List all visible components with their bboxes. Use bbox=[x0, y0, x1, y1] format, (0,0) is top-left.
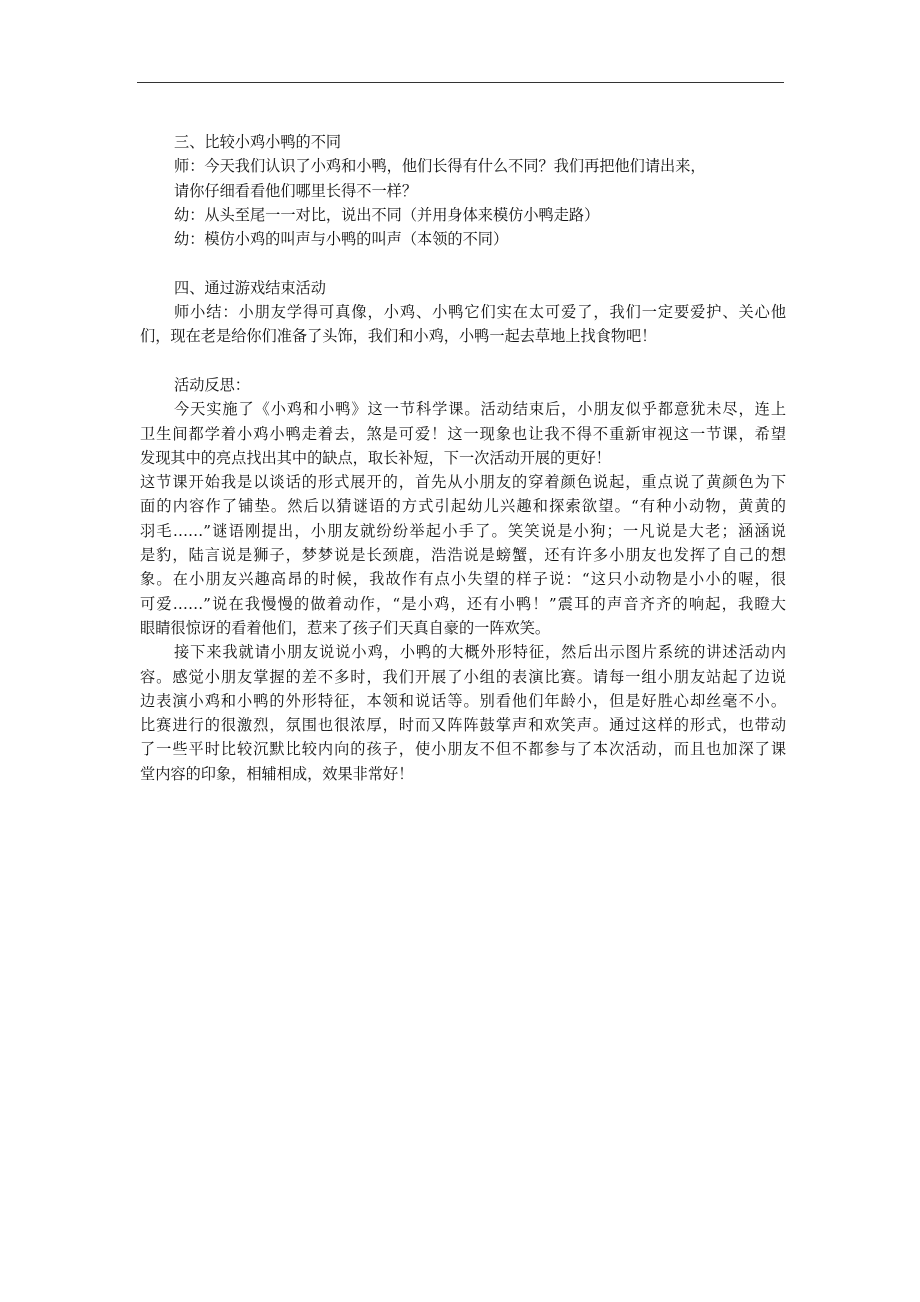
dialogue-line: 师：今天我们认识了小鸡和小鸭，他们长得有什么不同？我们再把他们请出来， bbox=[174, 157, 706, 176]
reflection-line: 羽毛……”谜语刚提出，小朋友就纷纷举起小手了。笑笑说是小狗；一凡说是大老；涵涵说 bbox=[140, 521, 786, 540]
reflection-line: 堂内容的印象，相辅相成，效果非常好！ bbox=[140, 764, 414, 783]
dialogue-line: 请你仔细看看他们哪里长得不一样？ bbox=[174, 181, 417, 200]
reflection-heading: 活动反思： bbox=[174, 375, 250, 394]
reflection-line: 是豹，陆言说是狮子，梦梦说是长颈鹿，浩浩说是螃蟹，还有许多小朋友也发挥了自己的想 bbox=[140, 546, 786, 565]
reflection-line: 边表演小鸡和小鸭的外形特征，本领和说话等。别看他们年龄小，但是好胜心却丝毫不小。 bbox=[140, 691, 786, 710]
section-heading-3: 三、比较小鸡小鸭的不同 bbox=[174, 133, 342, 151]
reflection-line: 今天实施了《小鸡和小鸭》这一节科学课。活动结束后，小朋友似乎都意犹未尽，连上 bbox=[174, 400, 786, 419]
reflection-line: 这节课开始我是以谈话的形式展开的，首先从小朋友的穿着颜色说起，重点说了黄颜色为下 bbox=[140, 473, 786, 492]
reflection-line: 可爱……”说在我慢慢的做着动作，“是小鸡，还有小鸭！”震耳的声音齐齐的响起，我瞪大 bbox=[140, 594, 786, 613]
header-rule bbox=[137, 82, 784, 83]
summary-line: 师小结：小朋友学得可真像，小鸡、小鸭它们实在太可爱了，我们一定要爱护、关心他 bbox=[174, 303, 786, 322]
paragraph-gap bbox=[140, 251, 786, 275]
reflection-line: 接下来我就请小朋友说说小鸡，小鸭的大概外形特征，然后出示图片系统的讲述活动内 bbox=[174, 643, 786, 662]
reflection-line: 了一些平时比较沉默比较内向的孩子，使小朋友不但不都参与了本次活动，而且也加深了课 bbox=[140, 740, 786, 759]
reflection-line: 眼睛很惊讶的看着他们，惹来了孩子们天真自豪的一阵欢笑。 bbox=[140, 618, 551, 637]
summary-line: 们，现在老是给你们准备了头饰，我们和小鸡，小鸭一起去草地上找食物吧！ bbox=[140, 327, 657, 346]
section-heading-4: 四、通过游戏结束活动 bbox=[174, 278, 326, 297]
reflection-line: 象。在小朋友兴趣高昂的时候，我故作有点小失望的样子说：“这只小动物是小小的喔，很 bbox=[140, 570, 786, 589]
dialogue-line: 幼：从头至尾一一对比，说出不同（并用身体来模仿小鸭走路） bbox=[174, 205, 600, 224]
document-body bbox=[140, 130, 786, 786]
reflection-line: 发现其中的亮点找出其中的缺点，取长补短，下一次活动开展的更好！ bbox=[140, 448, 611, 467]
paragraph-gap bbox=[140, 349, 786, 373]
reflection-line: 容。感觉小朋友掌握的差不多时，我们开展了小组的表演比赛。请每一组小朋友站起了边说 bbox=[140, 667, 786, 686]
reflection-line: 面的内容作了铺垫。然后以猜谜语的方式引起幼儿兴趣和探索欲望。“有种小动物，黄黄的 bbox=[140, 497, 786, 516]
reflection-line: 卫生间都学着小鸡小鸭走着去，煞是可爱！这一现象也让我不得不重新审视这一节课，希望 bbox=[140, 424, 786, 443]
dialogue-line: 幼：模仿小鸡的叫声与小鸭的叫声（本领的不同） bbox=[174, 230, 509, 249]
reflection-line: 比赛进行的很激烈，氛围也很浓厚，时而又阵阵鼓掌声和欢笑声。通过这样的形式，也带动 bbox=[140, 716, 786, 735]
